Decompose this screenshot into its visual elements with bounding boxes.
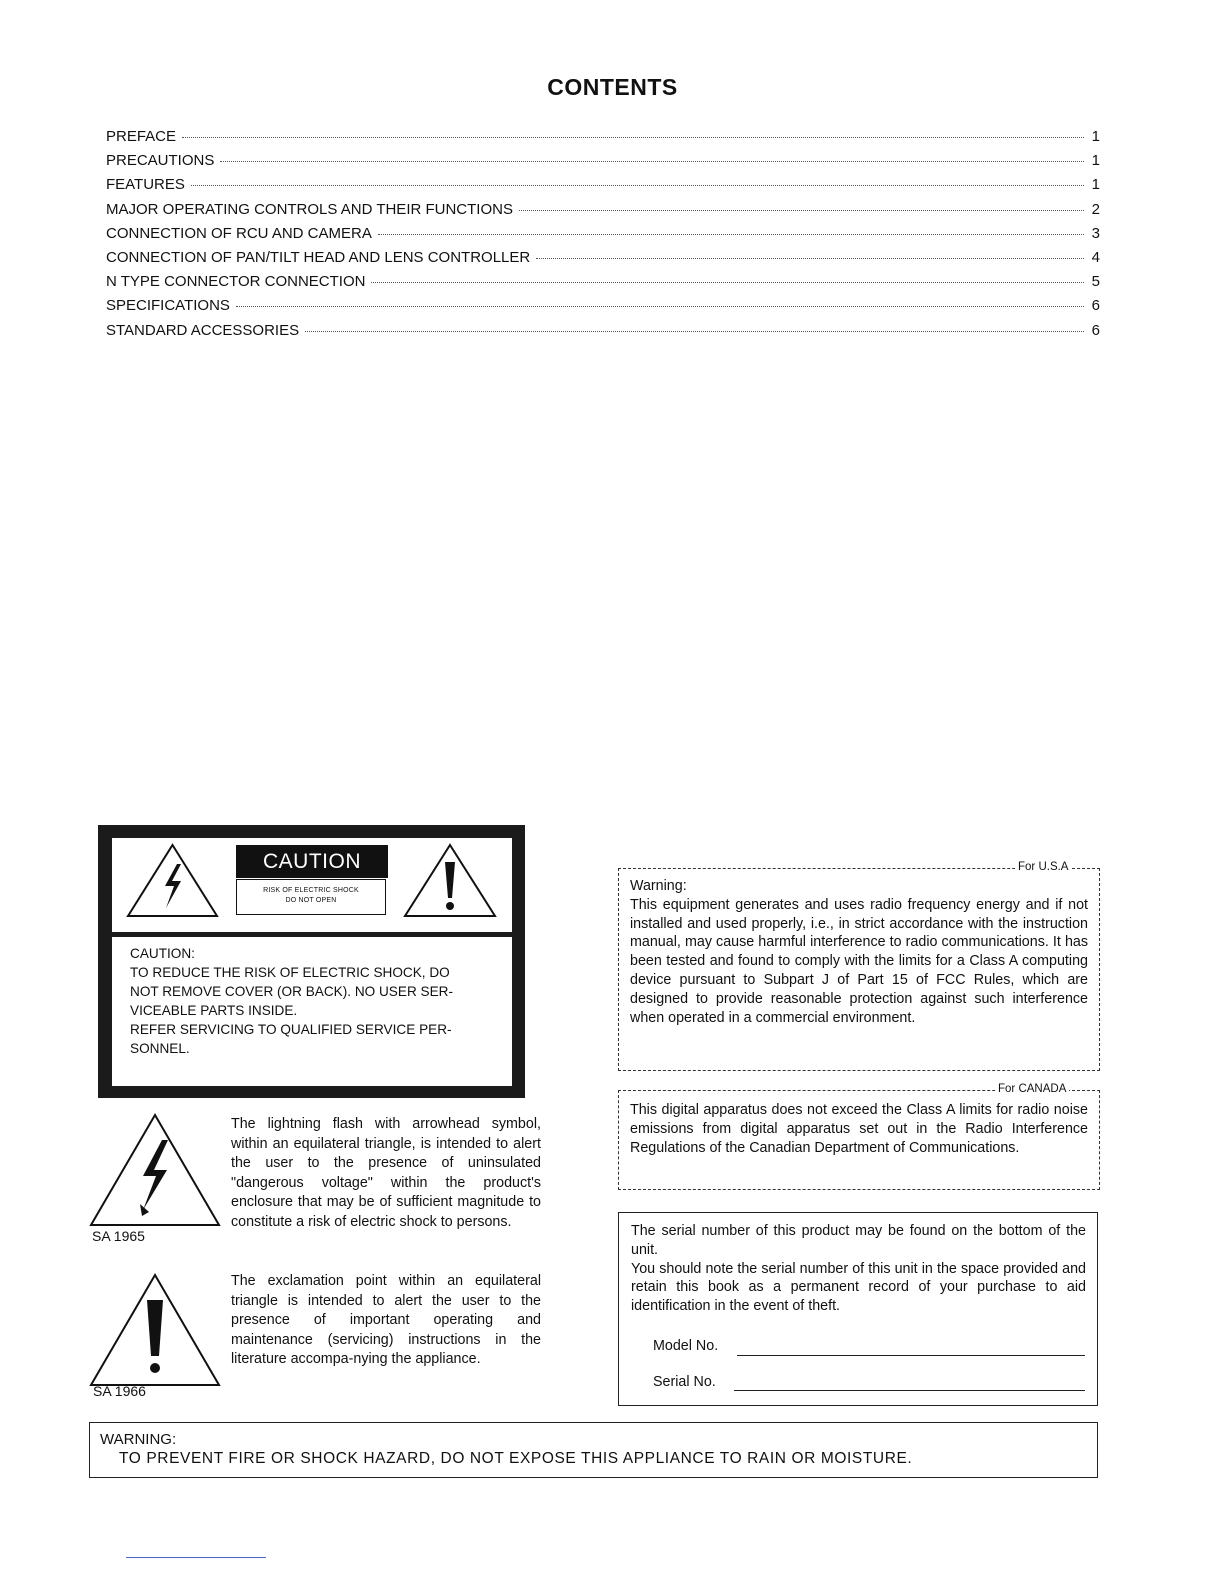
- serial-text-location: The serial number of this product may be found on the bottom of the unit.: [631, 1223, 1086, 1258]
- toc-entry-label: FEATURES: [106, 176, 185, 194]
- serial-text-record: You should note the serial number of this unit in the space provided and retain this book as a permanent record of your purchase to aid identification in the event of theft.: [631, 1260, 1086, 1315]
- serial-number-field[interactable]: [734, 1390, 1085, 1391]
- toc-entry-specifications[interactable]: [106, 297, 1100, 321]
- toc-leader-dots: [519, 210, 1084, 211]
- toc-leader-dots: [378, 234, 1084, 235]
- toc-entry-pan-tilt[interactable]: [106, 249, 1100, 273]
- toc-entry-page: 5: [1091, 273, 1100, 291]
- caution-sub-line1: RISK OF ELECTRIC SHOCK: [263, 887, 359, 894]
- warning-heading: WARNING:: [100, 1431, 177, 1448]
- symbol-code-sa1966: SA 1966: [93, 1383, 146, 1399]
- toc-entry-page: 6: [1091, 297, 1100, 315]
- toc-leader-dots: [371, 282, 1084, 283]
- toc-entry-accessories[interactable]: [106, 322, 1100, 346]
- toc-leader-dots: [305, 331, 1084, 332]
- toc-leader-dots: [191, 185, 1084, 186]
- toc-leader-dots: [220, 161, 1084, 162]
- lightning-symbol-description: The lightning flash with arrowhead symbol, within an equilateral triangle, is intended to alert the user to the presence of uninsulated "dangerous voltage" within the product's enclosure that may be of sufficient magnitude to constitute a risk of electric shock to persons.: [231, 1116, 541, 1230]
- toc-leader-dots: [236, 306, 1084, 307]
- toc-entry-label: CONNECTION OF PAN/TILT HEAD AND LENS CONTROLLER: [106, 248, 531, 266]
- toc-entry-label: N TYPE CONNECTOR CONNECTION: [106, 273, 366, 291]
- caution-sub-line2: DO NOT OPEN: [285, 897, 337, 904]
- caution-text: [130, 944, 500, 1058]
- fcc-warning-heading: Warning:: [630, 878, 687, 894]
- serial-number-instructions: [631, 1222, 1086, 1316]
- toc-entry-page: 1: [1091, 176, 1100, 194]
- toc-entry-precautions[interactable]: [106, 152, 1100, 176]
- toc-entry-page: 4: [1091, 248, 1100, 266]
- exclamation-triangle-icon: [402, 842, 498, 920]
- toc-entry-label: SPECIFICATIONS: [106, 297, 230, 315]
- toc-leader-dots: [182, 137, 1084, 138]
- toc-entry-preface[interactable]: [106, 128, 1100, 152]
- toc-entry-major-controls[interactable]: [106, 201, 1100, 225]
- caution-heading: CAUTION:: [130, 946, 195, 961]
- footer-rule: [126, 1557, 266, 1558]
- toc-entry-page: 1: [1091, 152, 1100, 170]
- symbol-code-sa1965: SA 1965: [92, 1228, 145, 1244]
- toc-entry-label: PREFACE: [106, 128, 177, 145]
- lightning-symbol-icon: [88, 1112, 222, 1228]
- caution-line: REFER SERVICING TO QUALIFIED SERVICE PER-: [130, 1022, 452, 1037]
- canada-notice-text: This digital apparatus does not exceed the Class A limits for radio noise emissions from digital apparatus set out in the Radio Interference Regulations of the Canadian Department of Communications.: [630, 1102, 1088, 1156]
- toc-entry-label: MAJOR OPERATING CONTROLS AND THEIR FUNCTIONS: [106, 200, 513, 218]
- toc-entry-label: CONNECTION OF RCU AND CAMERA: [106, 224, 372, 242]
- model-number-field[interactable]: [737, 1355, 1085, 1356]
- caution-line: VICEABLE PARTS INSIDE.: [130, 1003, 298, 1018]
- toc-entry-page: 6: [1091, 321, 1100, 339]
- caution-banner: CAUTION: [236, 845, 388, 878]
- exclamation-symbol-icon: [88, 1272, 222, 1388]
- canada-region-tag: For CANADA: [995, 1083, 1069, 1095]
- fcc-warning-text: This equipment generates and uses radio frequency energy and if not installed and used properly, i.e., in strict accordance with the instruction manual, may cause harmful interference to radio communications. It has been tested and found to comply with the limits for a Class A computing device pursuant to Subpart J of Part 15 of FCC Rules, which are designed to provide reasonable protection against such interference when operated in a commercial environment.: [630, 896, 1088, 1026]
- toc-entry-features[interactable]: [106, 176, 1100, 200]
- fcc-region-tag: For U.S.A: [1015, 861, 1071, 873]
- toc-entry-page: 2: [1091, 200, 1100, 218]
- toc-entry-label: STANDARD ACCESSORIES: [106, 321, 300, 339]
- serial-number-label: Serial No.: [653, 1374, 716, 1390]
- table-of-contents: [106, 128, 1100, 346]
- caution-line: NOT REMOVE COVER (OR BACK). NO USER SER-: [130, 984, 454, 999]
- lightning-triangle-icon: [125, 842, 220, 920]
- fcc-warning-content: [630, 877, 1088, 1027]
- exclamation-symbol-description: The exclamation point within an equilateral triangle is intended to alert the user to the presence of important operating and maintenance (servicing) instructions in the literature accompa-nying the appliance.: [231, 1273, 541, 1368]
- toc-entry-n-type[interactable]: [106, 273, 1100, 297]
- caution-banner-subtext: [236, 879, 386, 915]
- page-title: CONTENTS: [547, 74, 678, 100]
- toc-entry-page: 3: [1091, 224, 1100, 242]
- toc-leader-dots: [536, 258, 1084, 259]
- toc-entry-page: 1: [1091, 128, 1100, 145]
- model-number-label: Model No.: [653, 1338, 719, 1354]
- toc-entry-label: PRECAUTIONS: [106, 152, 215, 170]
- toc-entry-rcu-camera[interactable]: [106, 225, 1100, 249]
- caution-line: SONNEL.: [130, 1041, 190, 1056]
- warning-text: TO PREVENT FIRE OR SHOCK HAZARD, DO NOT EXPOSE THIS APPLIANCE TO RAIN OR MOISTURE.: [119, 1450, 913, 1467]
- caution-line: TO REDUCE THE RISK OF ELECTRIC SHOCK, DO: [130, 965, 450, 980]
